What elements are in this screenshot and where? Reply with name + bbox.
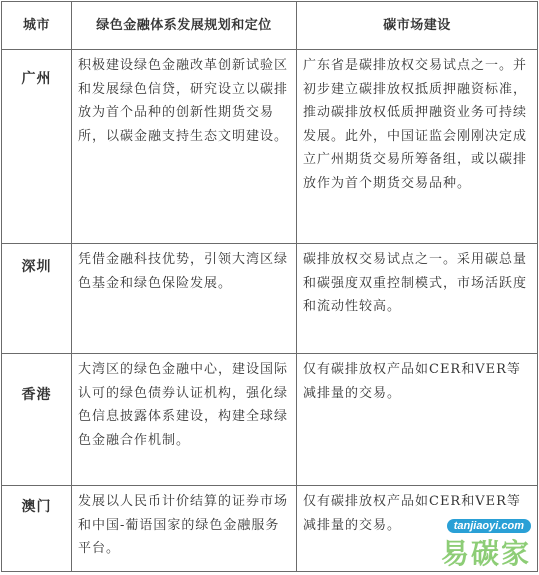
city-cell: 香港	[2, 354, 72, 486]
header-plan: 绿色金融体系发展规划和定位	[72, 2, 297, 50]
watermark-logo-text: 易碳家	[440, 537, 531, 570]
plan-cell: 凭借金融科技优势，引领大湾区绿色基金和绿色保险发展。	[72, 244, 297, 354]
city-cell: 澳门	[2, 486, 72, 572]
watermark	[440, 520, 531, 570]
carbon-cell: 仅有碳排放权产品如CER和VER等减排量的交易。	[297, 486, 538, 572]
table-row	[2, 50, 538, 244]
header-city: 城市	[2, 2, 72, 50]
carbon-cell: 碳排放权交易试点之一。采用碳总量和碳强度双重控制模式，市场活跃度和流动性较高。	[297, 244, 538, 354]
header-carbon-market: 碳市场建设	[297, 2, 538, 50]
comparison-table	[1, 1, 538, 572]
plan-cell: 大湾区的绿色金融中心，建设国际认可的绿色债券认证机构，强化绿色信息披露体系建设，构建全球绿色金融合作机制。	[72, 354, 297, 486]
watermark-domain: tanjiaoyi.com	[447, 519, 531, 533]
carbon-cell: 仅有碳排放权产品如CER和VER等减排量的交易。	[297, 354, 538, 486]
city-cell: 广州	[2, 50, 72, 244]
table-row	[2, 244, 538, 354]
table-row	[2, 354, 538, 486]
plan-cell: 发展以人民币计价结算的证券市场和中国-葡语国家的绿色金融服务平台。	[72, 486, 297, 572]
plan-cell: 积极建设绿色金融改革创新试验区和发展绿色信贷，研究设立以碳排放为首个品种的创新性期货交易所，以碳金融支持生态文明建设。	[72, 50, 297, 244]
city-cell: 深圳	[2, 244, 72, 354]
table-header-row	[2, 2, 538, 50]
carbon-cell: 广东省是碳排放权交易试点之一。并初步建立碳排放权抵质押融资标准，推动碳排放权低质押融资业务可持续发展。此外，中国证监会刚刚决定成立广州期货交易所筹备组，或以碳排放作为首个期货交易品种。	[297, 50, 538, 244]
